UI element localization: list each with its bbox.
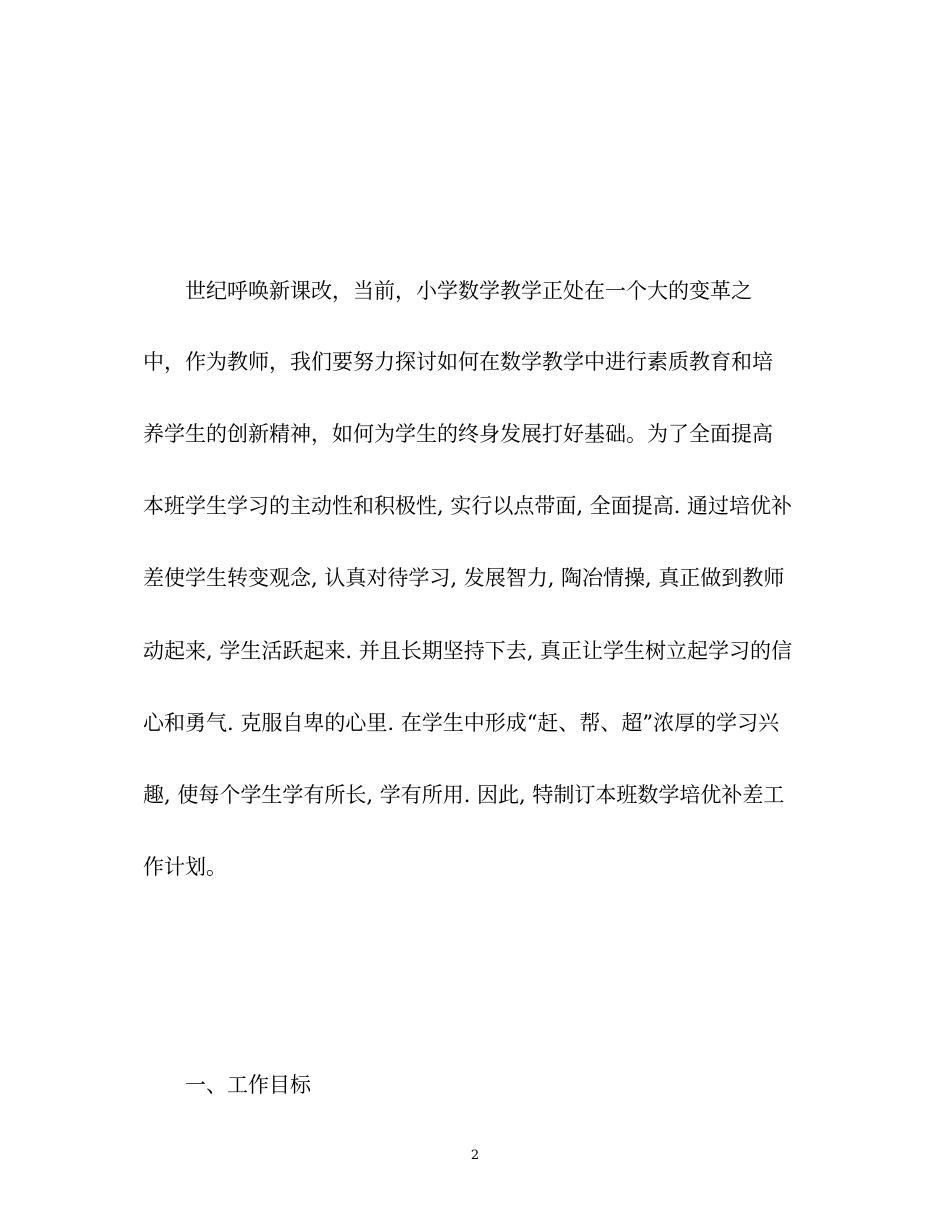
paragraph-line-3: 养学生的创新精神，如何为学生的终身发展打好基础。为了全面提高: [143, 422, 773, 446]
paragraph-line-9: 作计划。: [143, 855, 227, 879]
section-heading: 一、工作目标: [185, 1073, 311, 1097]
paragraph-line-7: 心和勇气. 克服自卑的心里. 在学生中形成“赶、帮、超”浓厚的学习兴: [143, 711, 780, 735]
paragraph-line-4: 本班学生学习的主动性和积极性, 实行以点带面, 全面提高. 通过培优补: [143, 494, 793, 518]
paragraph-line-2: 中，作为教师，我们要努力探讨如何在数学教学中进行素质教育和培: [143, 350, 773, 374]
paragraph-line-5: 差使学生转变观念, 认真对待学习, 发展智力, 陶冶情操, 真正做到教师: [143, 566, 785, 590]
paragraph-line-6: 动起来, 学生活跃起来. 并且长期坚持下去, 真正让学生树立起学习的信: [143, 639, 793, 663]
paragraph-line-1: 世纪呼唤新课改，当前，小学数学教学正处在一个大的变革之: [185, 279, 752, 303]
paragraph-line-8: 趣, 使每个学生学有所长, 学有所用. 因此, 特制订本班数学培优补差工: [143, 783, 785, 807]
page-number: 2: [470, 1148, 480, 1163]
